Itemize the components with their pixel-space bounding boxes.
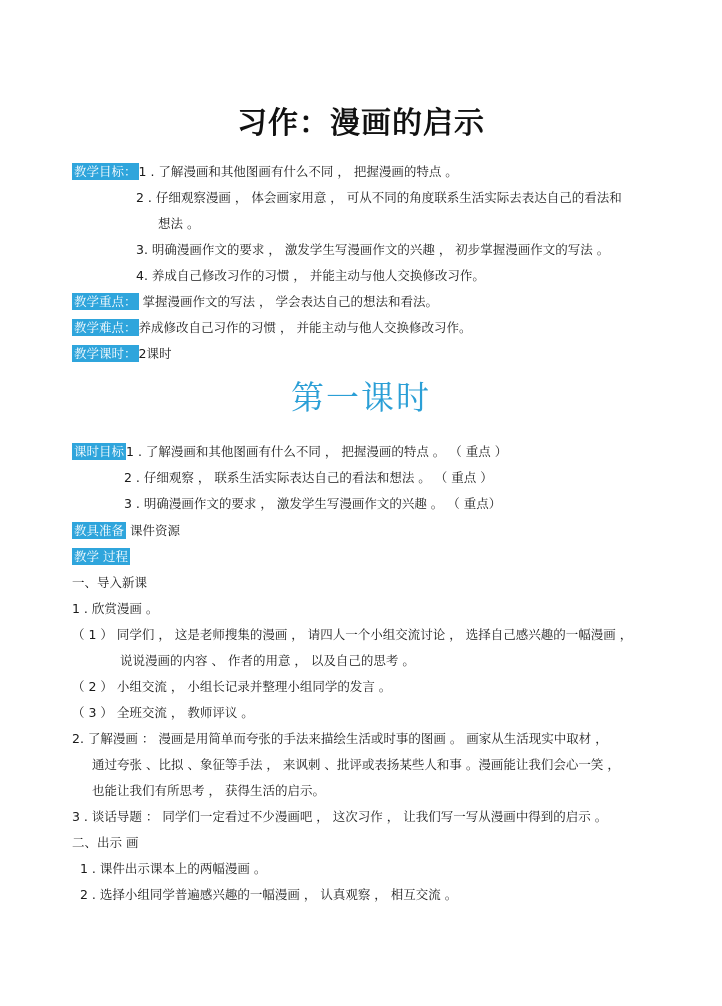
teaching-goals-row [72, 163, 458, 181]
difficulties-row [72, 319, 471, 337]
prep-text: 课件资源 [130, 523, 181, 538]
process-line: 3 . 谈话导题 ： 同学们一定看过不少漫画吧 ， 这次习作 ， 让我们写一写从漫画中得到的启示 。 [72, 809, 608, 824]
hours-text: 2课时 [138, 346, 172, 361]
goal-item-continued: 想法 。 [158, 216, 200, 231]
difficulties-label: 教学难点： [74, 320, 137, 335]
lesson-goals-row [72, 443, 507, 461]
process-line: 2 . 选择小组同学普遍感兴趣的一幅漫画 ， 认真观察 ， 相互交流 。 [80, 887, 458, 902]
section-heading: 二、出示 画 [72, 835, 139, 850]
hours-label: 教学课时： [74, 346, 137, 361]
process-line: （ 1 ） 同学们 ， 这是老师搜集的漫画 ， 请四人一个小组交流讨论 ， 选择自己感兴趣的一幅漫画 ， [72, 627, 633, 642]
key-points-text: 掌握漫画作文的写法 ， 学会表达自己的想法和看法。 [142, 294, 438, 309]
process-line-continued: 通过夸张 、比拟 、象征等手法 ， 来讽刺 、批评或表扬某些人和事 。漫画能让我们会心一笑 ， [92, 757, 620, 772]
key-points-row [72, 293, 438, 311]
key-points-label: 教学重点： [74, 294, 137, 309]
lesson-title: 第一课时 [291, 378, 431, 417]
lesson-goal-item: 2 . 仔细观察 ， 联系生活实际表达自己的看法和想法 。 （ 重点 ） [124, 470, 493, 485]
teaching-goals-label: 教学目标： [74, 164, 137, 179]
lesson-goals-label: 课时目标 [74, 444, 125, 459]
prep-row [72, 522, 180, 540]
goal-item: 3. 明确漫画作文的要求 ， 激发学生写漫画作文的兴趣 ， 初步掌握漫画作文的写法 。 [136, 242, 610, 257]
lesson-goal-item: 1 . 了解漫画和其他图画有什么不同 ， 把握漫画的特点 。 （ 重点 ） [126, 444, 508, 459]
document-title: 习作：漫画的启示 [237, 106, 485, 141]
goal-item: 1 . 了解漫画和其他图画有什么不同 ， 把握漫画的特点 。 [138, 164, 458, 179]
process-line: （ 2 ） 小组交流 ， 小组长记录并整理小组同学的发言 。 [72, 679, 392, 694]
process-line: 1 . 课件出示课本上的两幅漫画 。 [80, 861, 267, 876]
difficulties-text: 养成修改自己习作的习惯 ， 并能主动与他人交换修改习作。 [138, 320, 472, 335]
section-heading: 一、导入新课 [72, 575, 148, 590]
process-row [72, 548, 130, 566]
process-label: 教学 过程 [74, 549, 128, 564]
lesson-goal-item: 3 . 明确漫画作文的要求 ， 激发学生写漫画作文的兴趣 。 （ 重点） [124, 496, 502, 511]
process-line: （ 3 ） 全班交流 ， 教师评议 。 [72, 705, 254, 720]
goal-item: 4. 养成自己修改习作的习惯 ， 并能主动与他人交换修改习作。 [136, 268, 485, 283]
process-line: 2. 了解漫画 ： 漫画是用简单而夸张的手法来描绘生活或时事的图画 。 画家从生活现实中取材 ， [72, 731, 608, 746]
hours-row [72, 345, 171, 363]
goal-item: 2 . 仔细观察漫画 ， 体会画家用意 ， 可从不同的角度联系生活实际去表达自己的看法和 [136, 190, 622, 205]
process-line: 1 . 欣赏漫画 。 [72, 601, 159, 616]
process-line-continued: 说说漫画的内容 、 作者的用意 ， 以及自己的思考 。 [120, 653, 415, 668]
process-line-continued: 也能让我们有所思考 ， 获得生活的启示。 [92, 783, 325, 798]
prep-label: 教具准备 [74, 523, 125, 538]
